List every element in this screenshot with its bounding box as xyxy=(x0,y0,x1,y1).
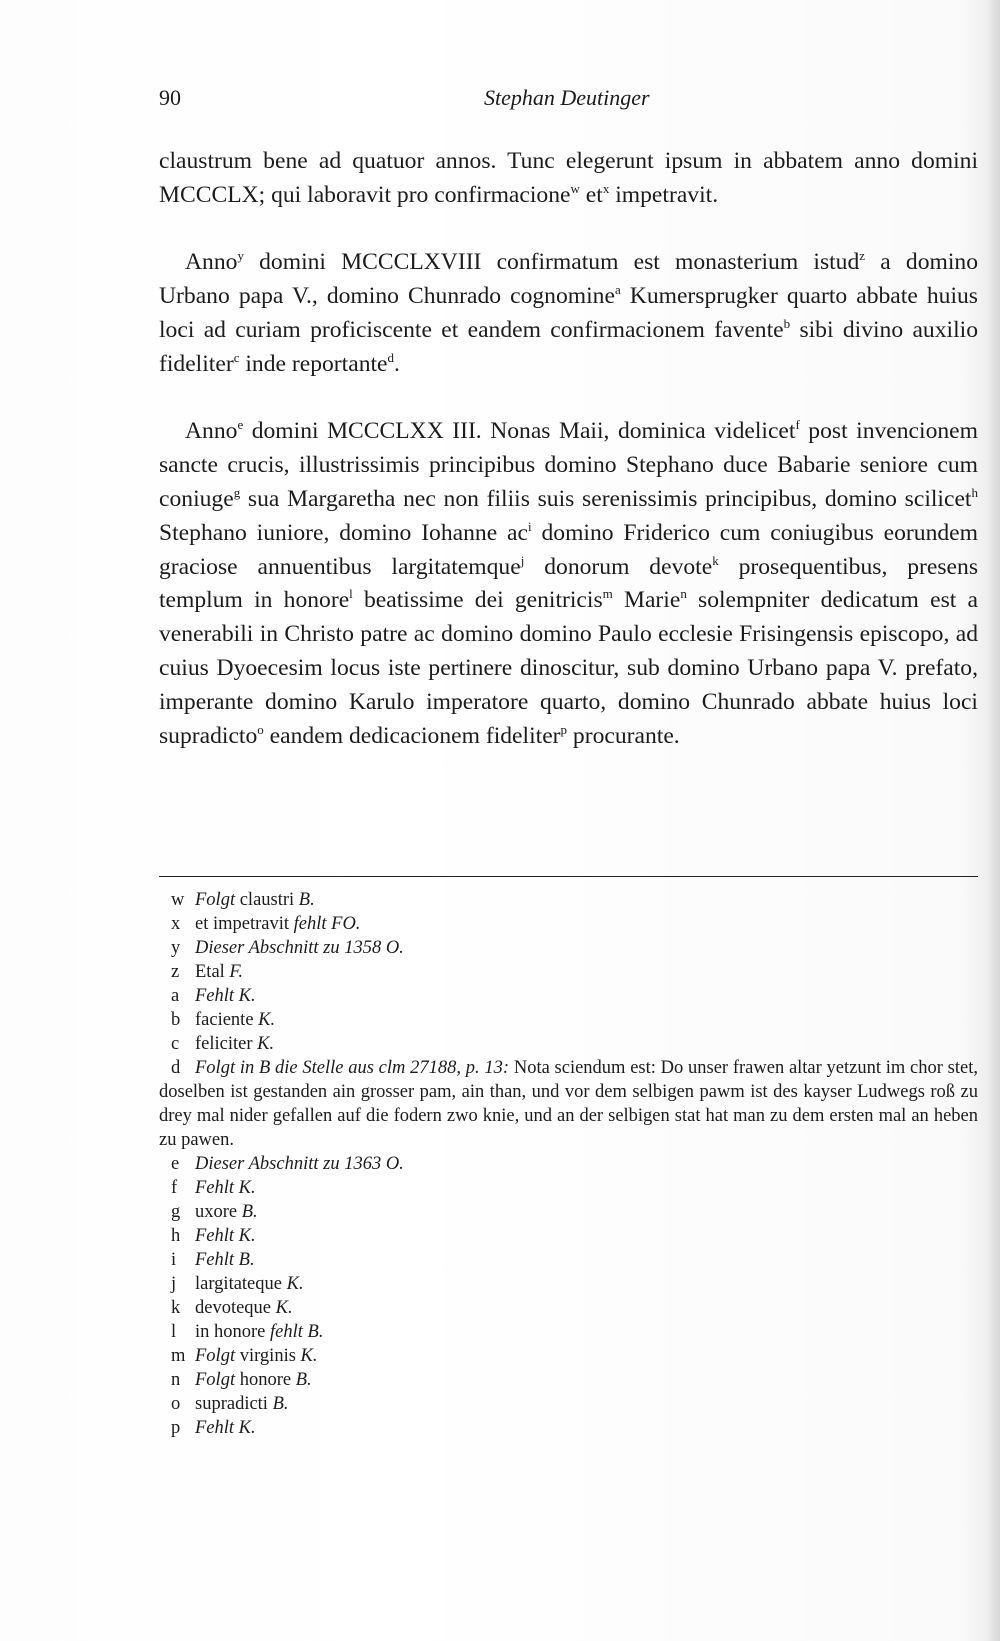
footnote-label: m xyxy=(171,1346,186,1366)
paragraph-2 xyxy=(159,246,978,381)
text-run: claustrum bene ad quatuor annos. Tunc elegerunt ipsum in abbatem anno domini MCCCLX; qui laboravit pro confirmacione xyxy=(159,148,978,208)
text-run: impetravit. xyxy=(609,181,719,208)
footnote-text: K. xyxy=(275,1298,293,1318)
footnote-e xyxy=(159,1152,978,1176)
text-run: prosequentibus, presens templum in honore xyxy=(159,553,978,614)
footnote-text: Folgt xyxy=(195,1370,236,1390)
footnote-text: Folgt in B die Stelle aus clm 27188, p. 13: xyxy=(195,1058,510,1078)
footnote-text: honore xyxy=(235,1370,296,1390)
footnote-label: l xyxy=(171,1322,177,1342)
footnote-marker: y xyxy=(237,248,244,264)
footnote-marker: l xyxy=(349,586,353,602)
footnote-text: Fehlt K. xyxy=(195,1226,256,1246)
footnote-text: largitateque xyxy=(195,1274,287,1294)
text-run: Stephano iuniore, domino Iohanne ac xyxy=(159,519,528,546)
text-run: et xyxy=(579,181,603,208)
footnote-marker: e xyxy=(237,417,244,433)
footnote-text: Dieser Abschnitt zu 1358 O. xyxy=(195,938,404,958)
footnote-marker: z xyxy=(859,248,866,264)
text-run: domini MCCCLXX III. Nonas Maii, dominica videlicet xyxy=(243,418,796,445)
footnote-label: c xyxy=(171,1034,180,1054)
footnote-text: feliciter xyxy=(195,1034,258,1054)
footnote-p xyxy=(159,1416,978,1440)
footnote-text: B. xyxy=(241,1202,258,1222)
footnote-marker: h xyxy=(971,484,978,500)
text-run: Anno xyxy=(185,249,238,276)
footnote-label: n xyxy=(171,1370,181,1390)
footnote-text: fehlt B. xyxy=(270,1322,324,1342)
footnote-text: Dieser Abschnitt zu 1363 O. xyxy=(195,1154,404,1174)
text-run: Anno xyxy=(185,418,238,445)
footnote-label: o xyxy=(171,1394,181,1414)
text-run: sua Margaretha nec non filiis suis serenissimis principibus, domino scilicet xyxy=(240,485,972,512)
footnote-label: x xyxy=(171,914,181,934)
text-run: donorum devote xyxy=(524,553,713,580)
footnote-text: K. xyxy=(286,1274,304,1294)
footnote-marker: f xyxy=(795,417,800,433)
footnote-marker: k xyxy=(712,552,719,568)
footnote-marker: c xyxy=(233,349,240,365)
footnote-label: z xyxy=(171,962,180,982)
footnote-l xyxy=(159,1320,978,1344)
footnote-marker: o xyxy=(257,721,264,737)
footnote-text: Fehlt K. xyxy=(195,1178,256,1198)
footnote-text: K. xyxy=(300,1346,318,1366)
footnote-rule xyxy=(159,876,978,877)
text-run: post invencionem sancte crucis, illustrissimis principibus domino Stephano duce Babarie seniore cum coniuge xyxy=(159,418,978,512)
footnote-marker: j xyxy=(520,552,525,568)
footnote-a xyxy=(159,984,978,1008)
footnote-marker: w xyxy=(570,180,580,196)
footnote-b xyxy=(159,1008,978,1032)
page-edge-shadow xyxy=(986,0,1000,1641)
footnote-c xyxy=(159,1032,978,1056)
text-run: procurante. xyxy=(567,722,680,749)
footnote-text: fehlt FO. xyxy=(293,914,361,934)
text-run: inde reportante xyxy=(239,350,388,377)
footnote-z xyxy=(159,960,978,984)
footnote-marker: b xyxy=(783,315,791,331)
running-title: Stephan Deutinger xyxy=(484,85,650,110)
footnote-marker: x xyxy=(602,180,610,196)
footnote-text: Fehlt B. xyxy=(195,1250,255,1270)
footnote-o xyxy=(159,1392,978,1416)
footnote-m xyxy=(159,1344,978,1368)
footnote-marker: n xyxy=(680,586,687,602)
footnote-text: uxore xyxy=(195,1202,242,1222)
paragraph-1 xyxy=(159,145,978,213)
footnote-marker: m xyxy=(602,586,613,602)
text-run: domini MCCCLXVIII confirmatum est monasterium istud xyxy=(243,249,860,276)
footnote-text: Fehlt K. xyxy=(195,986,256,1006)
footnote-label: j xyxy=(171,1274,177,1294)
footnote-text: virginis xyxy=(235,1346,301,1366)
footnote-marker: d xyxy=(387,349,395,365)
text-run: beatissime dei genitricis xyxy=(352,587,603,614)
footnote-label: i xyxy=(171,1250,177,1270)
footnote-text: F. xyxy=(229,962,243,982)
footnote-text: B. xyxy=(295,1370,312,1390)
footnote-text: Nota sciendum est: Do unser frawen altar yetzunt im chor stet, doselben ist gestanden ain grosser pam, ain than, und vor dem selbigen pawm ist des kayser Ludwegs roß zu drey mal nider gefallen auf die fodern zwo knie, und an der selbigen stat hat man zu dem ersten mal an heben zu pawen. xyxy=(159,1058,978,1150)
footnote-marker: a xyxy=(614,282,621,298)
footnote-label: b xyxy=(171,1010,181,1030)
footnote-i xyxy=(159,1248,978,1272)
text-run: eandem dedicacionem fideliter xyxy=(263,722,561,749)
footnote-text: et impetravit xyxy=(195,914,294,934)
footnote-label: w xyxy=(171,890,185,910)
text-run: solempniter dedicatum est a venerabili in Christo patre ac domino domino Paulo ecclesie Frisingensis episcopo, ad cuius Dyoecesim locus iste pertinere dinoscitur, sub domino Urbano papa V. prefato, imperante domino Karulo imperatore quarto, domino Chunrado abbate huius loci supradicto xyxy=(159,587,978,749)
footnote-label: p xyxy=(171,1418,181,1438)
footnote-w xyxy=(159,888,978,912)
text-run: Kumersprugker quarto abbate huius loci ad curiam proficiscente et eandem confirmacionem favente xyxy=(159,283,978,343)
text-run: domino Friderico cum coniugibus eorundem graciose annuentibus largitatemque xyxy=(159,519,978,580)
footnote-marker: p xyxy=(560,721,568,737)
footnote-text: faciente xyxy=(195,1010,259,1030)
footnote-text: Folgt xyxy=(195,1346,236,1366)
footnote-label: k xyxy=(171,1298,181,1318)
footnote-label: g xyxy=(171,1202,181,1222)
text-run: sibi divino auxilio fideliter xyxy=(159,316,978,377)
footnote-y xyxy=(159,936,978,960)
footnote-d: d Folgt in B die Stelle aus clm 27188, p. 13: Nota sciendum est: Do unser frawen altar yetzunt im chor stet, doselben ist gestanden ain grosser pam, ain than, und vor dem selbigen pawm ist des kayser Ludwegs roß zu drey mal nider gefallen auf die fodern zwo knie, und an der selbigen stat hat man zu dem ersten mal an heben zu pawen. xyxy=(159,1058,978,1150)
text-run: . xyxy=(394,350,400,377)
footnote-text: K. xyxy=(258,1010,276,1030)
footnote-text: devoteque xyxy=(195,1298,276,1318)
footnote-marker: g xyxy=(233,484,241,500)
footnote-text: claustri xyxy=(235,890,299,910)
footnote-f xyxy=(159,1176,978,1200)
footnote-text: Fehlt K. xyxy=(195,1418,256,1438)
footnotes xyxy=(159,888,978,1440)
footnote-text: supradicti xyxy=(195,1394,273,1414)
footnote-h xyxy=(159,1224,978,1248)
footnote-text: B. xyxy=(298,890,315,910)
footnote-text: Folgt xyxy=(195,890,236,910)
text-run: a domino Urbano papa V., domino Chunrado cognomine xyxy=(159,249,978,310)
footnote-marker: i xyxy=(528,518,532,534)
footnote-j xyxy=(159,1272,978,1296)
text-run: Marie xyxy=(612,587,681,614)
footnote-k xyxy=(159,1296,978,1320)
footnote-x xyxy=(159,912,978,936)
main-text xyxy=(159,145,978,787)
footnote-label: a xyxy=(171,986,180,1006)
footnote-text: Etal xyxy=(195,962,230,982)
footnote-label: y xyxy=(171,938,181,958)
footnote-text: in honore xyxy=(195,1322,271,1342)
footnote-n xyxy=(159,1368,978,1392)
paragraph-3 xyxy=(159,415,978,753)
page-number: 90 xyxy=(159,85,181,110)
footnote-text: B. xyxy=(272,1394,289,1414)
footnote-label: h xyxy=(171,1226,181,1246)
footnote-label: f xyxy=(171,1178,178,1198)
footnote-label: e xyxy=(171,1154,180,1174)
footnote-g xyxy=(159,1200,978,1224)
footnote-text: K. xyxy=(257,1034,275,1054)
